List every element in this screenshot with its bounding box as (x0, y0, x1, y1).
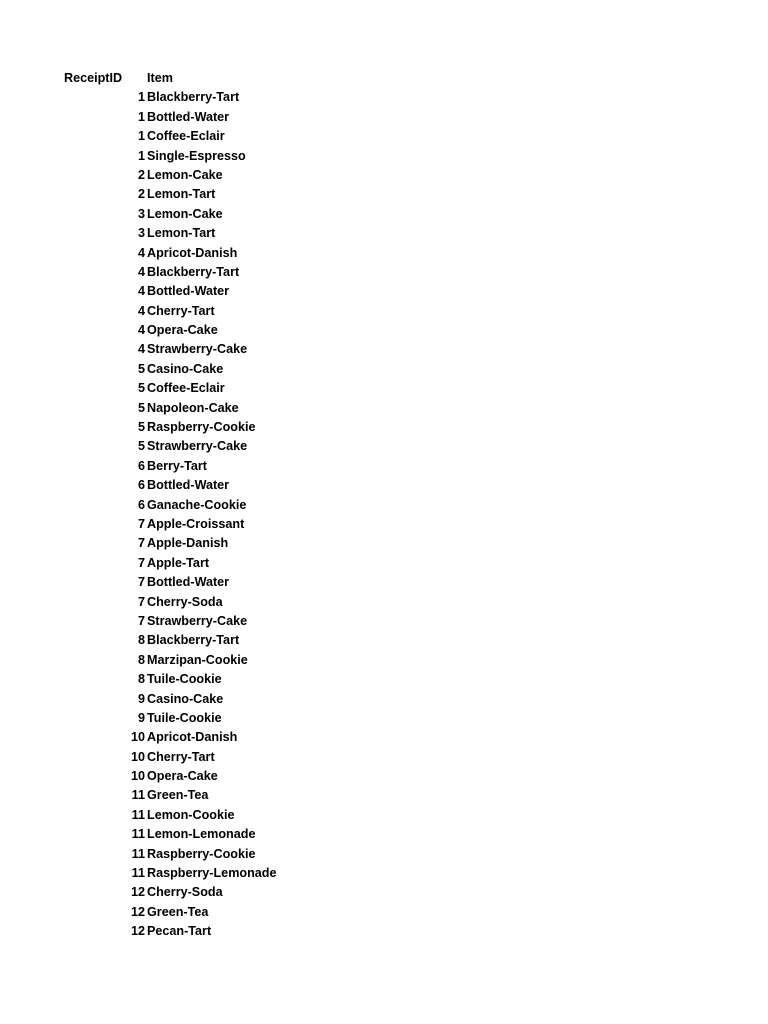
receipt-id-cell: 7 (137, 516, 145, 531)
receipt-id-cell: 10 (130, 730, 145, 745)
table-row (0, 903, 768, 922)
receipt-id-cell: 8 (137, 633, 145, 648)
table-row (0, 263, 768, 282)
table-row (0, 360, 768, 379)
receipt-id-cell: 1 (137, 148, 145, 163)
item-cell: Lemon-Tart (147, 187, 216, 202)
table-row (0, 185, 768, 204)
table-row (0, 670, 768, 689)
table-row (0, 457, 768, 476)
item-cell: Marzipan-Cookie (147, 652, 248, 667)
receipt-id-cell: 5 (137, 361, 145, 376)
receipt-id-cell: 5 (137, 381, 145, 396)
item-cell: Cherry-Tart (147, 303, 215, 318)
item-cell: Strawberry-Cake (147, 613, 248, 628)
table-row (0, 786, 768, 805)
column-header-receipt-id: ReceiptID (64, 71, 123, 85)
table-header-row (0, 69, 768, 88)
table-row (0, 88, 768, 107)
table-row (0, 147, 768, 166)
item-cell: Pecan-Tart (147, 924, 212, 939)
item-cell: Lemon-Tart (147, 226, 216, 241)
receipt-id-cell: 9 (137, 691, 145, 706)
table-body (0, 88, 768, 941)
column-header-item: Item (147, 71, 173, 85)
receipt-id-cell: 1 (137, 109, 145, 124)
table-row (0, 767, 768, 786)
receipt-id-cell: 10 (130, 769, 145, 784)
receipt-id-cell: 8 (137, 672, 145, 687)
table-row (0, 728, 768, 747)
receipt-id-cell: 6 (137, 458, 145, 473)
receipt-id-cell: 4 (137, 342, 145, 357)
receipt-id-cell: 7 (137, 536, 145, 551)
receipt-id-cell: 4 (137, 323, 145, 338)
item-cell: Apple-Danish (147, 536, 229, 551)
item-cell: Cherry-Soda (147, 594, 223, 609)
table-row (0, 496, 768, 515)
table-row (0, 108, 768, 127)
item-cell: Casino-Cake (147, 691, 224, 706)
table-row (0, 476, 768, 495)
table-row (0, 282, 768, 301)
receipt-id-cell: 6 (137, 497, 145, 512)
table-row (0, 883, 768, 902)
item-cell: Lemon-Cake (147, 206, 223, 221)
receipt-id-cell: 7 (137, 555, 145, 570)
item-cell: Bottled-Water (147, 478, 230, 493)
item-cell: Casino-Cake (147, 361, 224, 376)
item-cell: Tuile-Cookie (147, 710, 222, 725)
receipt-id-cell: 11 (131, 866, 145, 881)
receipt-id-cell: 6 (137, 478, 145, 493)
receipt-id-cell: 4 (137, 303, 145, 318)
receipt-id-cell: 2 (137, 167, 145, 182)
item-cell: Single-Espresso (147, 148, 246, 163)
receipt-id-cell: 5 (137, 439, 145, 454)
table-row (0, 418, 768, 437)
table-row (0, 651, 768, 670)
item-cell: Tuile-Cookie (147, 672, 222, 687)
table-row (0, 845, 768, 864)
receipt-id-cell: 10 (130, 749, 145, 764)
receipt-id-cell: 11 (131, 807, 145, 822)
table-row (0, 437, 768, 456)
table-row (0, 612, 768, 631)
item-cell: Apricot-Danish (147, 245, 238, 260)
table-row (0, 631, 768, 650)
item-cell: Green-Tea (147, 788, 209, 803)
item-cell: Ganache-Cookie (147, 497, 247, 512)
receipt-id-cell: 11 (131, 788, 145, 803)
receipt-id-cell: 7 (137, 594, 145, 609)
receipt-id-cell: 1 (137, 90, 145, 105)
table-row (0, 379, 768, 398)
item-cell: Strawberry-Cake (147, 342, 248, 357)
item-cell: Apricot-Danish (147, 730, 238, 745)
table-row (0, 825, 768, 844)
table-row (0, 573, 768, 592)
receipt-id-cell: 1 (137, 129, 145, 144)
item-cell: Cherry-Tart (147, 749, 215, 764)
item-cell: Blackberry-Tart (147, 90, 240, 105)
receipt-id-cell: 12 (130, 904, 145, 919)
receipt-id-cell: 4 (137, 245, 145, 260)
receipt-id-cell: 12 (130, 885, 145, 900)
receipt-id-cell: 5 (137, 420, 145, 435)
receipt-id-cell: 9 (137, 710, 145, 725)
table-row (0, 166, 768, 185)
item-cell: Coffee-Eclair (147, 129, 225, 144)
item-cell: Raspberry-Cookie (147, 846, 256, 861)
item-cell: Blackberry-Tart (147, 264, 240, 279)
item-cell: Blackberry-Tart (147, 633, 240, 648)
table-row (0, 224, 768, 243)
table-row (0, 554, 768, 573)
receipt-id-cell: 7 (137, 575, 145, 590)
item-cell: Berry-Tart (147, 458, 207, 473)
receipt-id-cell: 12 (130, 924, 145, 939)
item-cell: Cherry-Soda (147, 885, 223, 900)
item-cell: Bottled-Water (147, 109, 230, 124)
item-cell: Coffee-Eclair (147, 381, 225, 396)
receipt-id-cell: 5 (137, 400, 145, 415)
table-row (0, 321, 768, 340)
table-row (0, 302, 768, 321)
table-row (0, 806, 768, 825)
item-cell: Strawberry-Cake (147, 439, 248, 454)
item-cell: Opera-Cake (147, 769, 218, 784)
item-cell: Bottled-Water (147, 575, 230, 590)
item-cell: Lemon-Cake (147, 167, 223, 182)
table-row (0, 864, 768, 883)
item-cell: Apple-Tart (147, 555, 210, 570)
item-cell: Apple-Croissant (147, 516, 245, 531)
item-cell: Opera-Cake (147, 323, 218, 338)
table-row (0, 340, 768, 359)
table-row (0, 690, 768, 709)
table-row (0, 534, 768, 553)
table-row (0, 515, 768, 534)
table-row (0, 127, 768, 146)
receipt-id-cell: 11 (131, 827, 145, 842)
receipt-id-cell: 2 (137, 187, 145, 202)
item-cell: Lemon-Lemonade (147, 827, 256, 842)
item-cell: Napoleon-Cake (147, 400, 239, 415)
item-cell: Raspberry-Lemonade (147, 866, 277, 881)
table-row (0, 399, 768, 418)
receipt-id-cell: 4 (137, 284, 145, 299)
receipt-id-cell: 4 (137, 264, 145, 279)
table-row (0, 922, 768, 941)
item-cell: Green-Tea (147, 904, 209, 919)
receipt-id-cell: 11 (131, 846, 145, 861)
receipt-id-cell: 3 (137, 206, 145, 221)
table-row (0, 709, 768, 728)
table-row (0, 593, 768, 612)
receipt-id-cell: 8 (137, 652, 145, 667)
table-row (0, 244, 768, 263)
receipt-id-cell: 3 (137, 226, 145, 241)
receipt-id-cell: 7 (137, 613, 145, 628)
receipt-items-table (0, 69, 768, 942)
item-cell: Bottled-Water (147, 284, 230, 299)
item-cell: Raspberry-Cookie (147, 420, 256, 435)
item-cell: Lemon-Cookie (147, 807, 235, 822)
table-row (0, 748, 768, 767)
table-row (0, 205, 768, 224)
